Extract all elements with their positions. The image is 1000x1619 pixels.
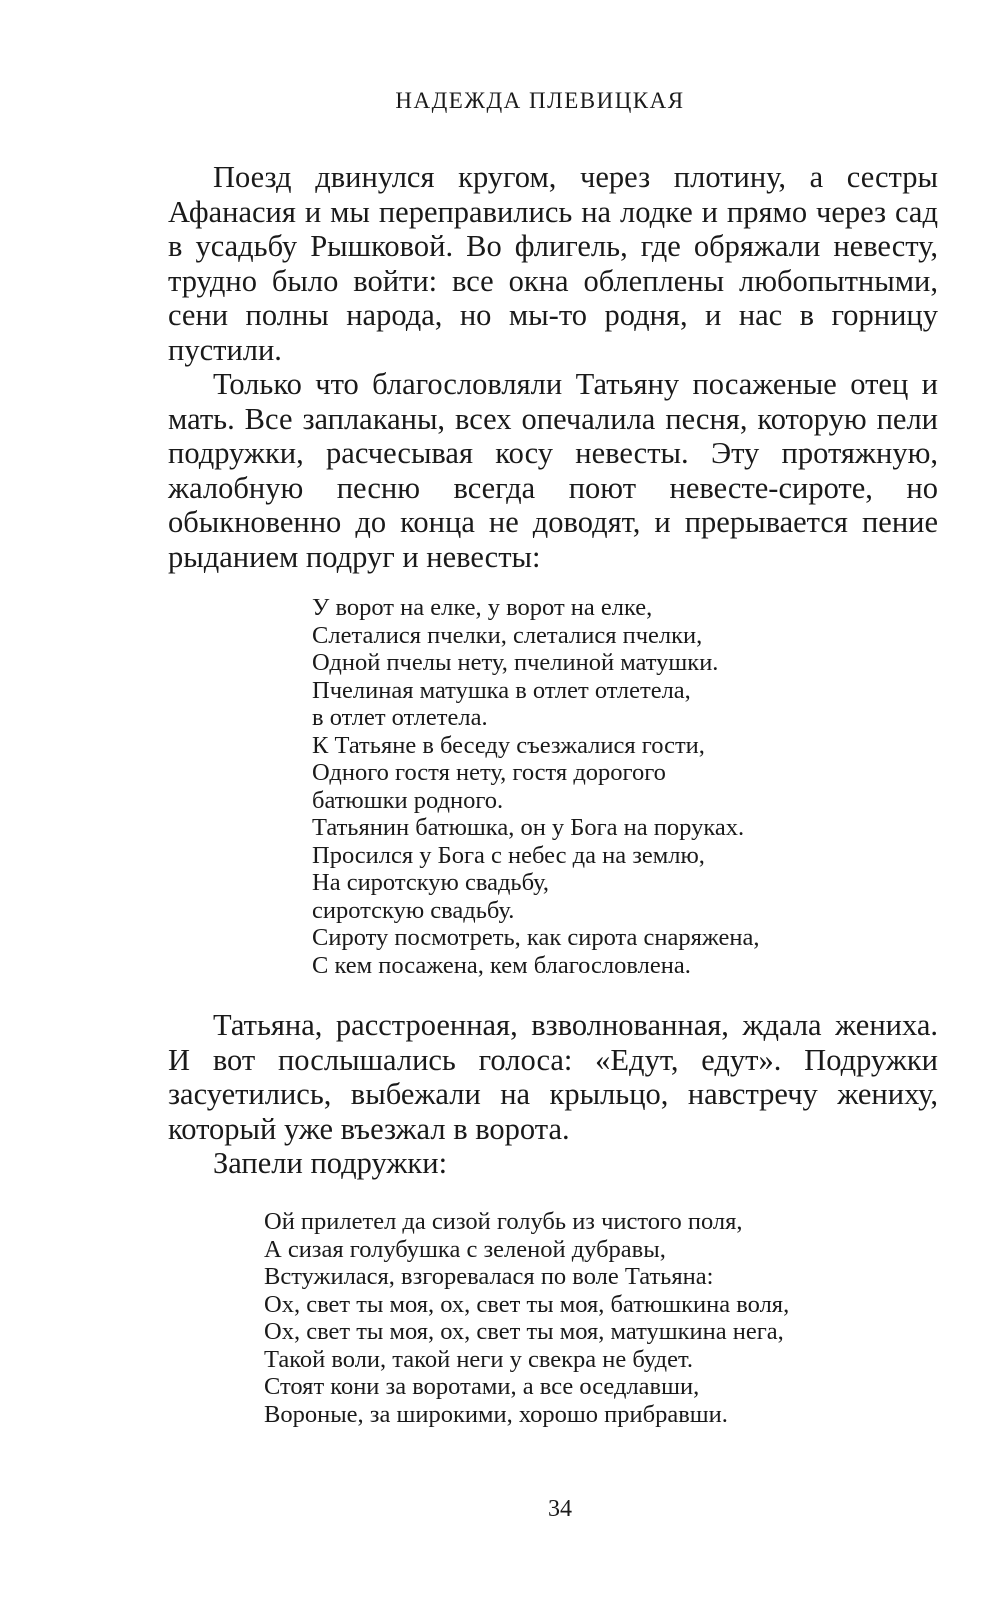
verse-line: Вороные, за широкими, хорошо прибравши.	[264, 1400, 728, 1428]
verse-line: Просился у Бога с небес да на землю,	[312, 841, 705, 869]
verse-line: Одного гостя нету, гостя дорогого	[312, 759, 666, 786]
verse-line: С кем посажена, кем благословлена.	[312, 951, 691, 979]
verse-line: Сироту посмотреть, как сирота снаряжена,	[312, 924, 760, 951]
verse-line: батюшки родного.	[312, 786, 504, 814]
running-header: НАДЕЖДА ПЛЕВИЦКАЯ	[395, 88, 685, 113]
verse-line: Такой воли, такой неги у свекра не будет.	[264, 1345, 693, 1373]
verse-line: Пчелиная матушка в отлет отлетела,	[312, 676, 691, 704]
verse-line: К Татьяне в беседу съезжалися гости,	[312, 731, 705, 759]
paragraph-4: Запели подружки:	[213, 1146, 448, 1180]
verse-line: Стоят кони за воротами, а все оседлавши,	[264, 1373, 700, 1400]
verse-block-1	[312, 594, 760, 979]
verse-line: Одной пчелы нету, пчелиной матушки.	[312, 649, 719, 676]
verse-line: в отлет отлетела.	[312, 704, 488, 731]
verse-block-2	[264, 1208, 789, 1428]
verse-line: сиротскую свадьбу.	[312, 896, 515, 924]
paragraph-3: Татьяна, расстроенная, взволнованная, ждала жениха. И вот послышались голоса: «Едут, едут». Подружки засуетились, выбежали на крыльцо, навстречу жениху, который уже въезжал в ворота.	[168, 1008, 938, 1146]
verse-line: Встужилася, взгоревалася по воле Татьяна:	[264, 1263, 714, 1290]
verse-line: На сиротскую свадьбу,	[312, 869, 550, 896]
verse-line: Ох, свет ты моя, ох, свет ты моя, батюшкина воля,	[264, 1290, 790, 1318]
paragraph-1: Поезд двинулся кругом, через плотину, а сестры Афанасия и мы переправились на лодке и прямо через сад в усадьбу Рышковой. Во флигель, где обряжали невесту, трудно было войти: все окна облеплены любопытными, сени полны народа, но мы-то родня, и нас в горницу пустили.	[168, 160, 938, 367]
verse-line: А сизая голубушка с зеленой дубравы,	[264, 1235, 666, 1263]
verse-line: Слеталися пчелки, слеталися пчелки,	[312, 621, 703, 649]
verse-line: Ой прилетел да сизой голубь из чистого поля,	[264, 1208, 743, 1235]
verse-line: Татьянин батюшка, он у Бога на поруках.	[312, 814, 745, 841]
page-number: 34	[548, 1496, 572, 1522]
paragraph-2: Только что благословляли Татьяну посаженые отец и мать. Все заплаканы, всех опечалила песня, которую пели подружки, расчесывая косу невесты. Эту протяжную, жалобную песню всегда поют невесте-сироте, но обыкновенно до конца не доводят, и прерывается пение рыданием подруг и невесты:	[168, 367, 938, 574]
verse-line: Ох, свет ты моя, ох, свет ты моя, матушкина нега,	[264, 1318, 784, 1345]
verse-line: У ворот на елке, у ворот на елке,	[312, 594, 653, 621]
